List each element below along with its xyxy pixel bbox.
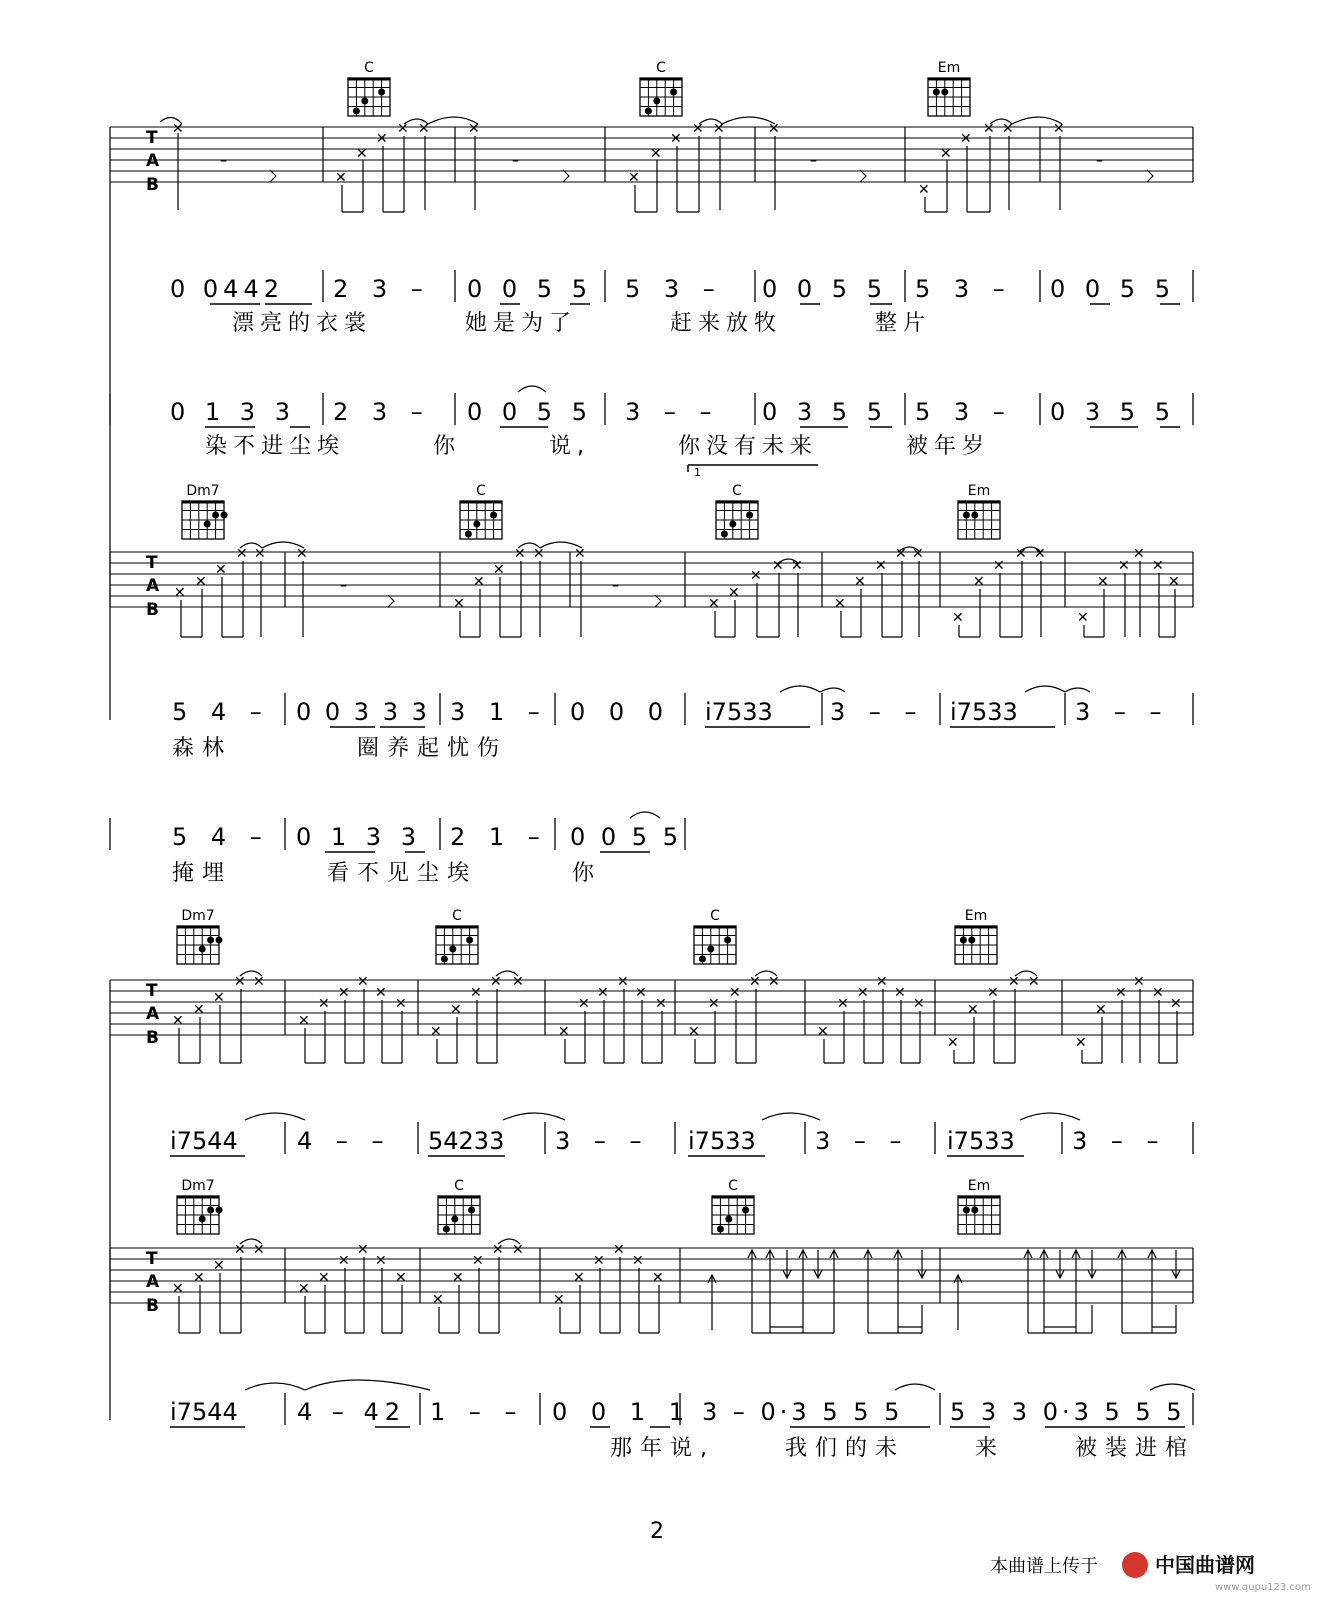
svg-text:✕: ✕ [512, 974, 524, 990]
svg-text:✕: ✕ [632, 1253, 644, 1269]
jianpu-measure: 3 – – [1075, 698, 1170, 726]
chord-name: Em [967, 483, 991, 499]
svg-text:✕: ✕ [470, 985, 482, 1001]
jianpu-measure: 0 0 5 5 [1050, 275, 1176, 303]
svg-text:✕: ✕ [652, 1270, 664, 1286]
chord-diagram-dm7 [182, 483, 228, 539]
jianpu-measure: 5 3 – [915, 398, 1013, 426]
jianpu-measure: 0 0442 [170, 275, 284, 303]
tab-letter: B [146, 600, 159, 620]
svg-text:✕: ✕ [967, 1002, 979, 1018]
svg-text:✕: ✕ [987, 985, 999, 1001]
svg-text:✕: ✕ [834, 596, 846, 612]
svg-text:✕: ✕ [195, 574, 207, 590]
tab-staff [110, 542, 1193, 637]
svg-text:✕: ✕ [1077, 610, 1089, 626]
jianpu-measure: 5 3 3 0·3 5 5 5 [950, 1398, 1186, 1426]
svg-text:✕: ✕ [1095, 1002, 1107, 1018]
jianpu-measure: 3 – – [1072, 1127, 1167, 1155]
svg-text:✕: ✕ [395, 996, 407, 1012]
svg-text:✕: ✕ [473, 574, 485, 590]
svg-text:✕: ✕ [875, 558, 887, 574]
svg-text:✕: ✕ [952, 610, 964, 626]
svg-text:✕: ✕ [553, 1292, 565, 1308]
lyrics-line: 那年说, 我们的未 来 被装进棺 [610, 1436, 1195, 1461]
lyrics-line: 掩埋 看不见尘埃 你 [172, 861, 602, 886]
chord-diagram-c [694, 908, 736, 964]
svg-text:✕: ✕ [452, 1270, 464, 1286]
jianpu-measure: 1 – – [430, 1398, 525, 1426]
svg-text:✕: ✕ [296, 546, 308, 562]
jianpu-measure: 3 – – [815, 1127, 910, 1155]
svg-text:✕: ✕ [450, 1002, 462, 1018]
chord-diagram-c [436, 908, 478, 964]
jianpu-measure: 0 1 3 3 [170, 398, 296, 426]
svg-text:✕: ✕ [960, 131, 972, 147]
svg-text:✕: ✕ [453, 596, 465, 612]
tab-letter: B [146, 1296, 159, 1316]
chord-name: C [364, 60, 374, 76]
chord-name: C [732, 483, 742, 499]
tab-letter: B [146, 175, 159, 195]
logo-text: 中国曲谱网 [1155, 1553, 1255, 1577]
svg-text:✕: ✕ [650, 146, 662, 162]
svg-text:✕: ✕ [635, 985, 647, 1001]
chord-diagram-c [640, 60, 682, 116]
svg-text:–: – [340, 578, 347, 594]
svg-text:✕: ✕ [253, 974, 265, 990]
chord-diagram-c [438, 1178, 480, 1234]
jianpu-measure: i7544 [170, 1127, 238, 1155]
svg-text:✕: ✕ [236, 546, 248, 562]
svg-text:✕: ✕ [1170, 996, 1182, 1012]
svg-text:✕: ✕ [912, 546, 924, 562]
jianpu-measure: i7533 [950, 698, 1018, 726]
svg-text:✕: ✕ [817, 1024, 829, 1040]
jianpu-measure: 54233 [428, 1127, 505, 1155]
chord-diagram-c [460, 483, 502, 539]
svg-text:✕: ✕ [578, 996, 590, 1012]
svg-text:✕: ✕ [213, 990, 225, 1006]
svg-text:✕: ✕ [215, 562, 227, 578]
svg-text:✕: ✕ [728, 585, 740, 601]
svg-text:✕: ✕ [172, 1013, 184, 1029]
svg-text:✕: ✕ [234, 1242, 246, 1258]
svg-text:✕: ✕ [472, 1253, 484, 1269]
volta-number: 1 [694, 466, 701, 479]
svg-text:✕: ✕ [418, 121, 430, 137]
chord-name: Em [967, 1178, 991, 1194]
svg-text:✕: ✕ [617, 974, 629, 990]
svg-text:✕: ✕ [1008, 974, 1020, 990]
svg-text:✕: ✕ [397, 121, 409, 137]
svg-text:✕: ✕ [670, 131, 682, 147]
svg-text:✕: ✕ [490, 974, 502, 990]
svg-text:✕: ✕ [573, 1270, 585, 1286]
svg-text:✕: ✕ [430, 1024, 442, 1040]
tab-staff [110, 971, 1193, 1063]
lyrics-line: 漂亮的衣裳 她是为了 赶来放牧 整片 [232, 311, 931, 336]
jianpu-measure: i7533 [688, 1127, 756, 1155]
tab-letter: T [146, 128, 158, 148]
site-logo [1122, 1552, 1311, 1593]
notation-line [110, 182, 1193, 720]
jianpu-measure: 5 3 – [625, 275, 723, 303]
jianpu-measure: 0 0 3 3 3 [296, 698, 430, 726]
svg-text:✕: ✕ [749, 974, 761, 990]
svg-text:✕: ✕ [253, 1242, 265, 1258]
lyrics-line: 染不进尘埃 你 说, 你没有未来 被年岁 [205, 434, 990, 459]
svg-text:✕: ✕ [356, 146, 368, 162]
jianpu-measure: i7533 [947, 1127, 1015, 1155]
svg-text:✕: ✕ [193, 1270, 205, 1286]
svg-text:✕: ✕ [512, 1242, 524, 1258]
svg-text:✕: ✕ [376, 131, 388, 147]
svg-text:✕: ✕ [692, 121, 704, 137]
svg-text:✕: ✕ [772, 558, 784, 574]
svg-text:✕: ✕ [895, 546, 907, 562]
svg-text:✕: ✕ [1075, 1035, 1087, 1051]
chord-diagram-em [958, 483, 1000, 539]
svg-text:✕: ✕ [338, 1253, 350, 1269]
tab-letter: A [146, 151, 160, 171]
svg-text:✕: ✕ [729, 985, 741, 1001]
jianpu-measure: 0 0 5 5 [467, 398, 593, 426]
jianpu-measure: 2 3 – [333, 398, 431, 426]
jianpu-measure: 3 – 0·3 5 5 5 [702, 1398, 904, 1426]
tab-letter: B [146, 1028, 159, 1048]
svg-text:✕: ✕ [468, 121, 480, 137]
svg-text:✕: ✕ [708, 596, 720, 612]
svg-text:✕: ✕ [514, 546, 526, 562]
page-number: 2 [650, 1519, 664, 1544]
tab-letter: T [146, 553, 158, 573]
svg-text:–: – [1096, 153, 1103, 169]
jianpu-measure: 0 0 0 [570, 698, 672, 726]
svg-text:✕: ✕ [172, 121, 184, 137]
chord-name: C [452, 908, 462, 924]
chord-diagram-em [955, 908, 997, 964]
svg-text:✕: ✕ [1133, 974, 1145, 990]
jianpu-measure: 4 – – [297, 1127, 392, 1155]
chord-name: Dm7 [181, 908, 215, 924]
svg-text:✕: ✕ [768, 974, 780, 990]
svg-text:✕: ✕ [1152, 558, 1164, 574]
svg-text:✕: ✕ [837, 996, 849, 1012]
svg-text:✕: ✕ [1133, 546, 1145, 562]
svg-text:✕: ✕ [558, 1024, 570, 1040]
svg-text:✕: ✕ [913, 996, 925, 1012]
logo-url: www.qupu123.com [1215, 1582, 1311, 1593]
upload-note: 本曲谱上传于 [990, 1556, 1098, 1577]
chord-name: Em [964, 908, 988, 924]
jianpu-measure: 0 1 3 3 [296, 823, 422, 851]
svg-text:✕: ✕ [708, 996, 720, 1012]
svg-text:✕: ✕ [628, 170, 640, 186]
svg-text:✕: ✕ [750, 568, 762, 584]
svg-text:✕: ✕ [1118, 558, 1130, 574]
chord-name: Dm7 [186, 483, 220, 499]
svg-text:✕: ✕ [857, 985, 869, 1001]
svg-text:✕: ✕ [593, 1253, 605, 1269]
svg-text:✕: ✕ [1152, 985, 1164, 1001]
svg-text:✕: ✕ [318, 1270, 330, 1286]
jianpu-measure: 5 3 – [915, 275, 1013, 303]
svg-text:✕: ✕ [213, 1258, 225, 1274]
svg-text:✕: ✕ [791, 558, 803, 574]
jianpu-measure: 0 0 5 5 [467, 275, 593, 303]
jianpu-measure: 3 – – [830, 698, 925, 726]
svg-text:✕: ✕ [574, 546, 586, 562]
svg-text:✕: ✕ [1034, 546, 1046, 562]
svg-text:✕: ✕ [713, 121, 725, 137]
svg-text:✕: ✕ [597, 985, 609, 1001]
jianpu-measure: 0 0 5 5 [570, 823, 682, 851]
notation-line [110, 686, 1193, 886]
svg-text:✕: ✕ [357, 1242, 369, 1258]
svg-text:✕: ✕ [533, 546, 545, 562]
chord-name: Dm7 [181, 1178, 215, 1194]
svg-text:✕: ✕ [688, 1024, 700, 1040]
svg-text:–: – [612, 578, 619, 594]
svg-text:✕: ✕ [174, 585, 186, 601]
svg-text:✕: ✕ [234, 974, 246, 990]
svg-text:✕: ✕ [768, 121, 780, 137]
jianpu-measure: 4 – 42 [297, 1398, 407, 1426]
svg-text:✕: ✕ [254, 546, 266, 562]
svg-text:✕: ✕ [940, 146, 952, 162]
svg-text:✕: ✕ [298, 1281, 310, 1297]
svg-text:✕: ✕ [983, 121, 995, 137]
chord-diagram-dm7 [177, 908, 223, 964]
svg-text:✕: ✕ [395, 1270, 407, 1286]
jianpu-measure: 3 – – [625, 398, 720, 426]
svg-text:✕: ✕ [492, 1242, 504, 1258]
jianpu-measure: 0 0 1 1 [552, 1398, 692, 1426]
svg-text:✕: ✕ [918, 182, 930, 198]
svg-text:✕: ✕ [1002, 121, 1014, 137]
tab-letter: T [146, 981, 158, 1001]
jianpu-measure: 0 3 5 5 [1050, 398, 1176, 426]
svg-text:✕: ✕ [298, 1013, 310, 1029]
jianpu-measure: 3 – – [555, 1127, 650, 1155]
svg-text:✕: ✕ [1053, 121, 1065, 137]
chord-name: C [476, 483, 486, 499]
tab-letter: A [146, 1004, 160, 1024]
chord-diagram-dm7 [177, 1178, 223, 1234]
chord-name: C [656, 60, 666, 76]
svg-text:–: – [512, 153, 519, 169]
jianpu-measure: 3 1 – [450, 698, 548, 726]
tab-letter: A [146, 1272, 160, 1292]
svg-text:✕: ✕ [432, 1292, 444, 1308]
svg-text:✕: ✕ [1028, 974, 1040, 990]
svg-text:✕: ✕ [876, 974, 888, 990]
tab-staff [110, 117, 1193, 212]
svg-text:–: – [810, 153, 817, 169]
svg-text:✕: ✕ [375, 985, 387, 1001]
svg-text:✕: ✕ [1115, 985, 1127, 1001]
jianpu-measure: 0 0 5 5 [762, 275, 888, 303]
chord-diagram-c [716, 483, 758, 539]
svg-text:✕: ✕ [613, 1242, 625, 1258]
jianpu-measure: 5 4 – [172, 823, 270, 851]
jianpu-measure: i7533 [705, 698, 773, 726]
jianpu-measure: 2 3 – [333, 275, 431, 303]
svg-text:✕: ✕ [357, 974, 369, 990]
svg-text:–: – [220, 153, 227, 169]
svg-text:✕: ✕ [655, 996, 667, 1012]
svg-text:✕: ✕ [854, 574, 866, 590]
svg-text:✕: ✕ [172, 1281, 184, 1297]
chord-diagram-c [348, 60, 390, 116]
tab-letter: T [146, 1249, 158, 1269]
chord-name: Em [937, 60, 961, 76]
jianpu-measure: 5 4 – [172, 698, 270, 726]
chord-diagram-em [928, 60, 970, 116]
chord-diagram-em [958, 1178, 1000, 1234]
jianpu-measure: 2 1 – [450, 823, 548, 851]
notation-line [110, 1035, 1193, 1420]
tab-letter: A [146, 576, 160, 596]
svg-text:✕: ✕ [338, 985, 350, 1001]
jianpu-measure: 0 3 5 5 [762, 398, 888, 426]
svg-text:✕: ✕ [493, 562, 505, 578]
svg-text:✕: ✕ [973, 574, 985, 590]
lyrics-line: 森林 圈养起忧伤 [172, 736, 507, 761]
svg-text:✕: ✕ [375, 1253, 387, 1269]
svg-text:✕: ✕ [894, 985, 906, 1001]
svg-text:✕: ✕ [1015, 546, 1027, 562]
svg-text:✕: ✕ [1097, 574, 1109, 590]
svg-text:✕: ✕ [318, 996, 330, 1012]
jianpu-measure: i7544 [170, 1398, 238, 1426]
svg-text:✕: ✕ [1168, 574, 1180, 590]
chord-name: C [728, 1178, 738, 1194]
notation-line [170, 1380, 1195, 1461]
svg-text:✕: ✕ [947, 1035, 959, 1051]
svg-text:✕: ✕ [335, 170, 347, 186]
svg-text:✕: ✕ [993, 558, 1005, 574]
tab-staff [110, 1239, 1193, 1333]
chord-name: C [710, 908, 720, 924]
chord-diagram-c [712, 1178, 754, 1234]
svg-text:✕: ✕ [193, 1002, 205, 1018]
chord-name: C [454, 1178, 464, 1194]
